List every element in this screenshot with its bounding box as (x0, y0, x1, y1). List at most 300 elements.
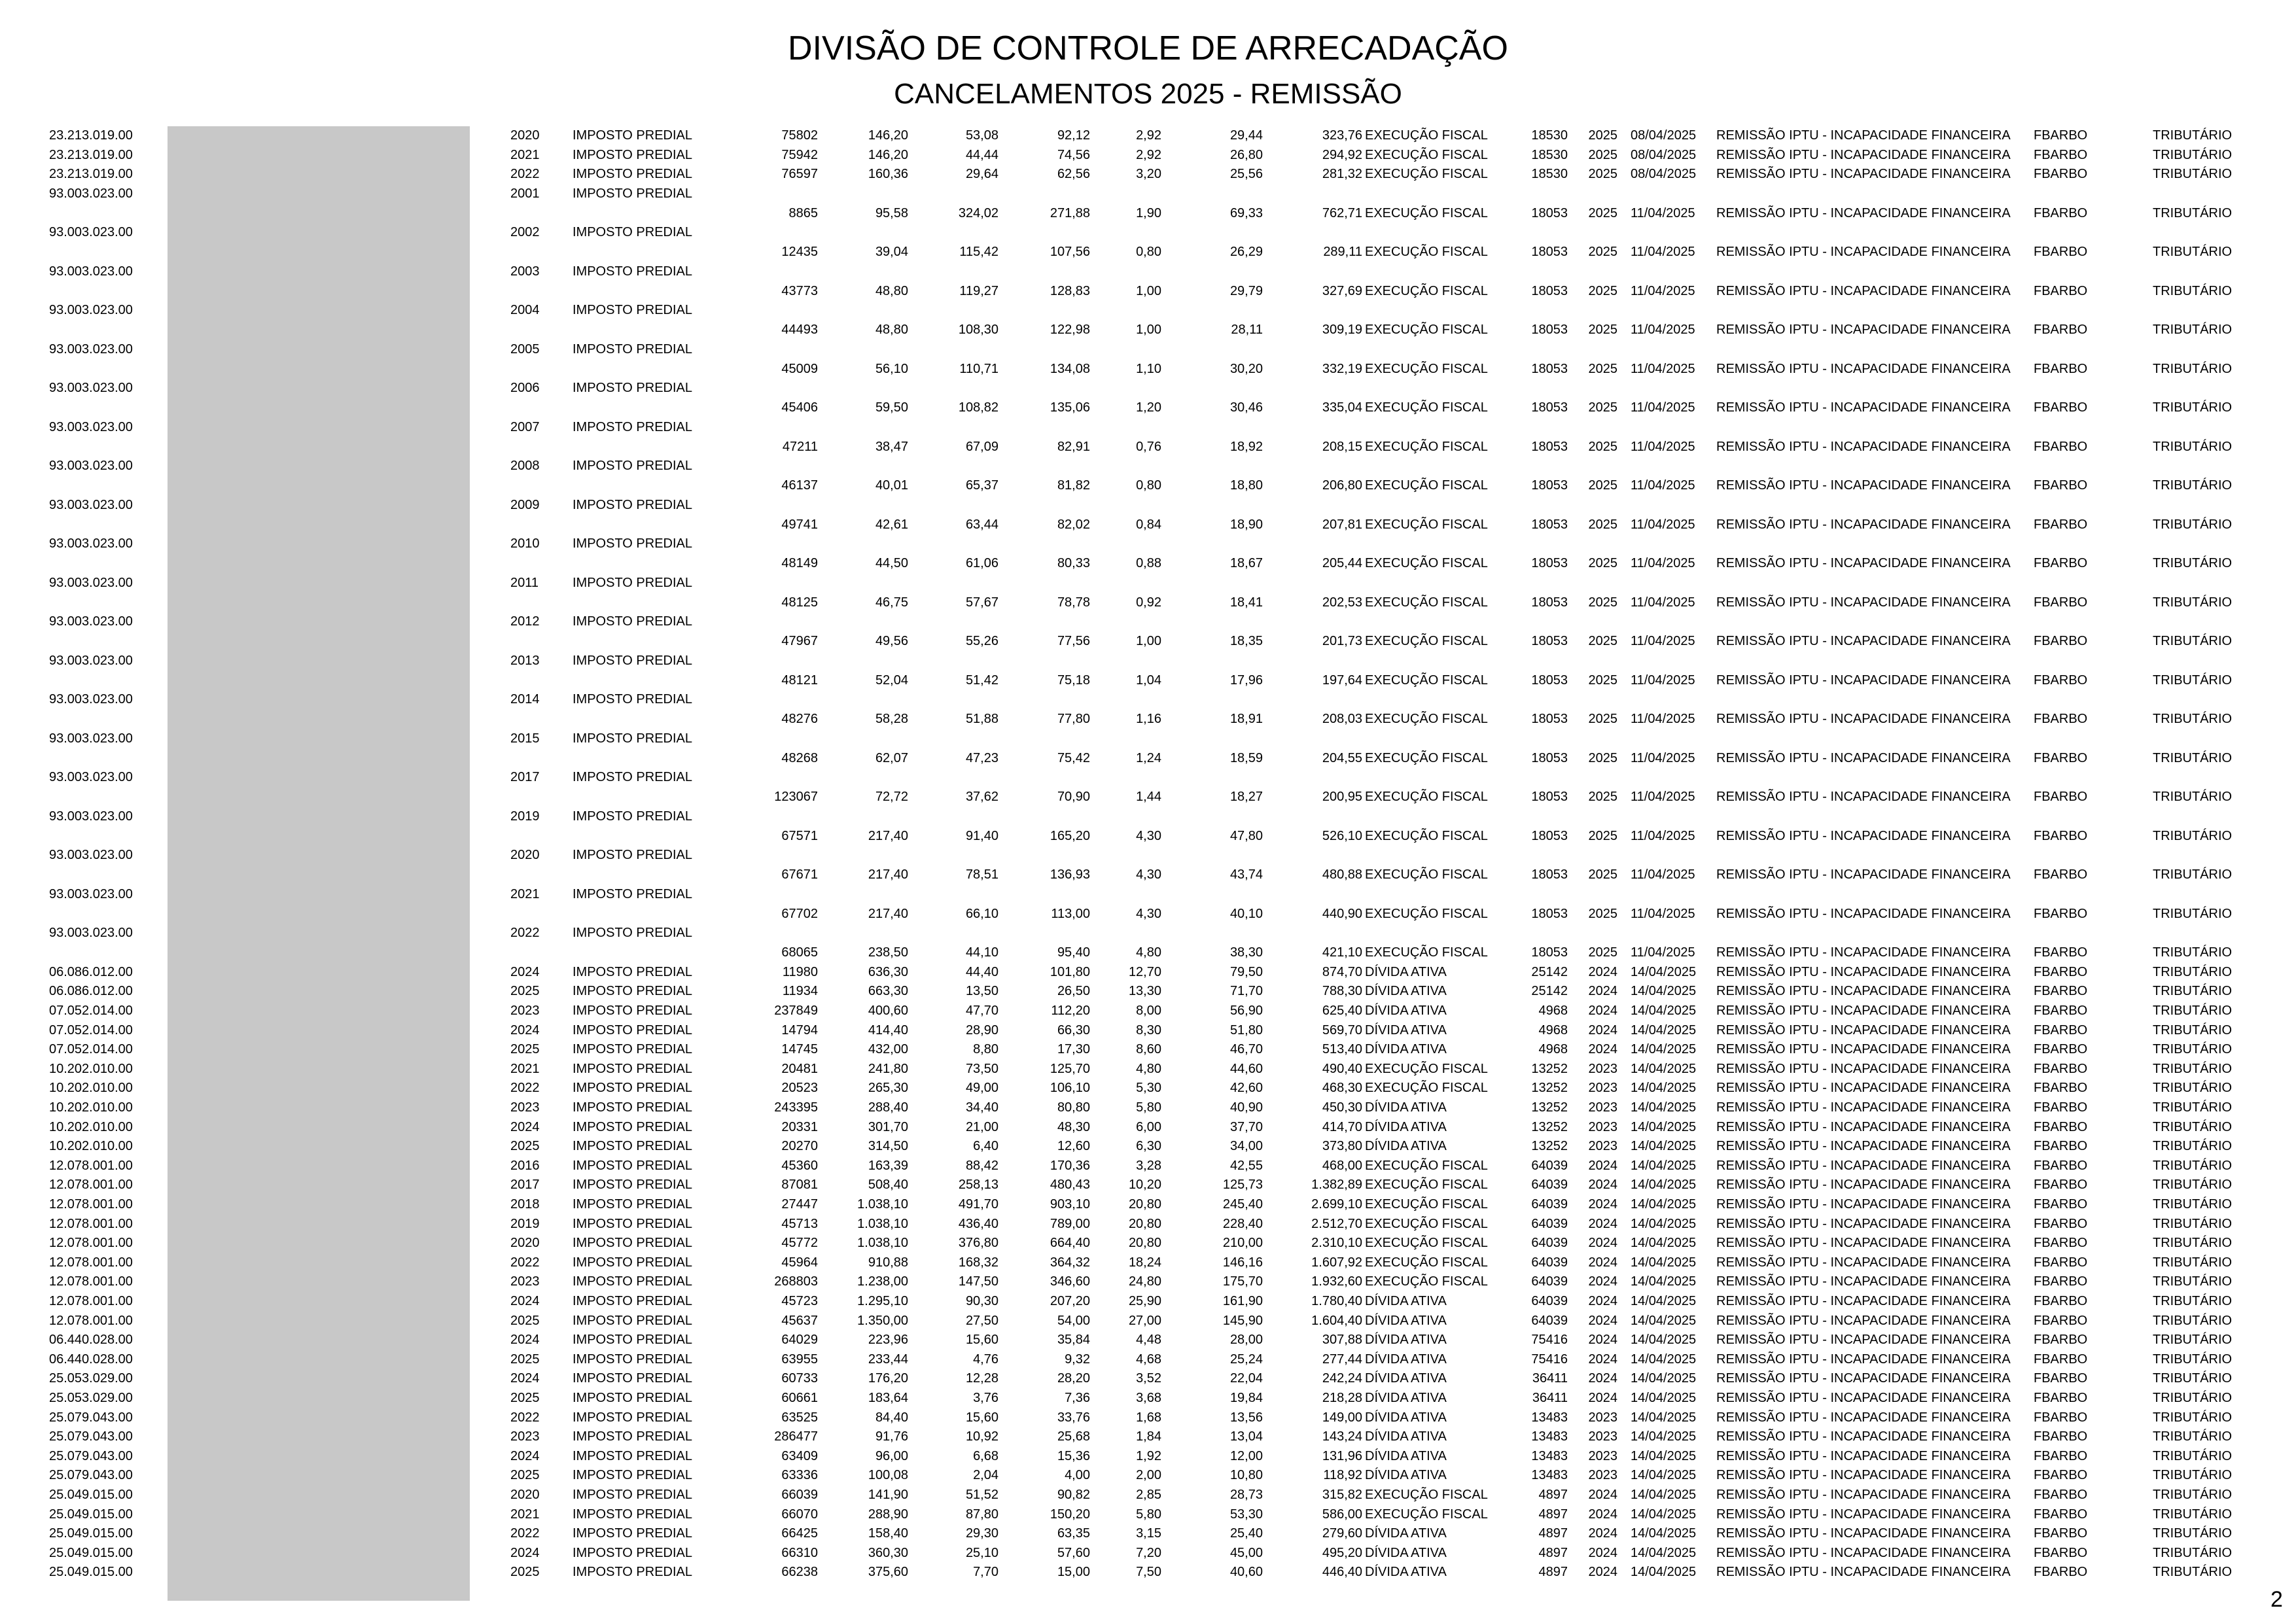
multa-cell: 8,60 (1136, 1042, 1161, 1057)
documento-cell: 27447 (781, 1197, 818, 1212)
juros-cell: 80,80 (1057, 1100, 1090, 1115)
honorarios-cell: 30,46 (1229, 400, 1263, 415)
documento-cell: 268803 (774, 1274, 818, 1289)
valor-principal-cell: 146,20 (868, 147, 908, 162)
valor-principal-cell: 217,40 (868, 906, 908, 921)
tributo-cell: IMPOSTO PREDIAL (573, 1022, 693, 1038)
honorarios-cell: 40,90 (1229, 1100, 1263, 1115)
multa-cell: 2,92 (1136, 147, 1161, 162)
total-cell: 294,92 (1322, 147, 1362, 162)
documento-cell: 46137 (781, 478, 818, 493)
situacao-cell: DÍVIDA ATIVA (1365, 1429, 1447, 1444)
valor-principal-cell: 91,76 (875, 1429, 908, 1444)
data-cell: 11/04/2025 (1631, 400, 1695, 415)
multa-cell: 1,00 (1136, 634, 1161, 649)
area-cell: TRIBUTÁRIO (2153, 1410, 2233, 1425)
situacao-cell: EXECUÇÃO FISCAL (1365, 556, 1488, 571)
processo-cell: 4897 (1538, 1545, 1568, 1560)
exercicio-cell: 2021 (510, 1507, 540, 1522)
tributo-cell: IMPOSTO PREDIAL (573, 1274, 693, 1289)
processo-cell: 18053 (1531, 595, 1568, 610)
juros-cell: 62,56 (1057, 167, 1090, 182)
valor-principal-cell: 95,58 (875, 205, 908, 220)
honorarios-cell: 69,33 (1229, 205, 1263, 220)
juros-cell: 207,20 (1050, 1294, 1090, 1308)
valor-principal-cell: 176,20 (868, 1371, 908, 1386)
exercicio-cell: 2024 (510, 964, 540, 979)
data-cell: 14/04/2025 (1631, 1410, 1697, 1425)
data-cell: 14/04/2025 (1631, 1255, 1697, 1270)
correcao-cell: 110,71 (959, 361, 998, 376)
multa-cell: 8,30 (1136, 1022, 1161, 1038)
data-cell: 08/04/2025 (1631, 128, 1697, 143)
data-cell: 11/04/2025 (1631, 595, 1695, 610)
usuario-cell: FBARBO (2034, 1255, 2088, 1270)
motivo-cell: REMISSÃO IPTU - INCAPACIDADE FINANCEIRA (1716, 1274, 2011, 1289)
processo-cell: 13252 (1531, 1139, 1568, 1154)
multa-cell: 4,30 (1136, 828, 1161, 843)
valor-principal-cell: 59,50 (875, 400, 908, 415)
multa-cell: 1,24 (1136, 750, 1161, 765)
area-cell: TRIBUTÁRIO (2153, 672, 2233, 688)
tributo-cell: IMPOSTO PREDIAL (573, 1003, 693, 1018)
processo-cell: 18053 (1531, 906, 1568, 921)
usuario-cell: FBARBO (2034, 128, 2088, 143)
juros-cell: 113,00 (1051, 906, 1090, 921)
motivo-cell: REMISSÃO IPTU - INCAPACIDADE FINANCEIRA (1716, 245, 2011, 260)
ano-processo-cell: 2024 (1588, 1158, 1617, 1173)
processo-cell: 36411 (1532, 1371, 1568, 1386)
total-cell: 1.932,60 (1311, 1274, 1362, 1289)
ano-processo-cell: 2025 (1588, 205, 1617, 220)
total-cell: 323,76 (1322, 128, 1362, 143)
data-cell: 08/04/2025 (1631, 147, 1697, 162)
correcao-cell: 108,30 (958, 323, 998, 338)
correcao-cell: 29,64 (965, 167, 998, 182)
processo-cell: 18053 (1531, 945, 1568, 960)
area-cell: TRIBUTÁRIO (2153, 712, 2233, 727)
ano-processo-cell: 2023 (1588, 1061, 1617, 1076)
situacao-cell: DÍVIDA ATIVA (1365, 1022, 1447, 1038)
data-cell: 14/04/2025 (1631, 1139, 1697, 1154)
multa-cell: 1,10 (1136, 361, 1161, 376)
processo-cell: 18053 (1531, 361, 1568, 376)
documento-cell: 67671 (781, 867, 818, 882)
total-cell: 208,15 (1322, 439, 1362, 454)
processo-cell: 18053 (1531, 712, 1568, 727)
exercicio-cell: 2025 (510, 1468, 540, 1483)
multa-cell: 18,24 (1128, 1255, 1161, 1270)
processo-cell: 64039 (1531, 1313, 1568, 1328)
total-cell: 468,30 (1322, 1081, 1362, 1096)
juros-cell: 66,30 (1057, 1022, 1090, 1038)
exercicio-cell: 2005 (510, 341, 540, 357)
correcao-cell: 34,40 (965, 1100, 998, 1115)
exercicio-cell: 2018 (510, 1197, 540, 1212)
exercicio-cell: 2007 (510, 419, 540, 434)
processo-cell: 75416 (1531, 1352, 1568, 1367)
ano-processo-cell: 2024 (1588, 1507, 1617, 1522)
honorarios-cell: 79,50 (1229, 964, 1263, 979)
juros-cell: 95,40 (1057, 945, 1090, 960)
juros-cell: 903,10 (1050, 1197, 1090, 1212)
total-cell: 309,19 (1322, 323, 1362, 338)
documento-cell: 48276 (781, 712, 818, 727)
valor-principal-cell: 217,40 (868, 828, 908, 843)
area-cell: TRIBUTÁRIO (2153, 828, 2233, 843)
ano-processo-cell: 2025 (1588, 147, 1617, 162)
documento-cell: 66039 (781, 1488, 818, 1502)
processo-cell: 18053 (1531, 400, 1568, 415)
redacted-column-block (168, 126, 470, 1601)
documento-cell: 63409 (781, 1448, 818, 1463)
correcao-cell: 51,88 (965, 712, 998, 727)
correcao-cell: 28,90 (965, 1022, 998, 1038)
multa-cell: 5,80 (1136, 1507, 1161, 1522)
documento-cell: 45360 (781, 1158, 818, 1173)
inscricao-cell: 93.003.023.00 (49, 303, 133, 318)
ano-processo-cell: 2025 (1588, 712, 1617, 727)
multa-cell: 13,30 (1128, 984, 1161, 999)
processo-cell: 13483 (1531, 1429, 1568, 1444)
ano-processo-cell: 2024 (1588, 1236, 1617, 1251)
area-cell: TRIBUTÁRIO (2153, 1565, 2233, 1580)
honorarios-cell: 30,20 (1229, 361, 1263, 376)
tributo-cell: IMPOSTO PREDIAL (573, 1507, 693, 1522)
ano-processo-cell: 2024 (1588, 1371, 1617, 1386)
correcao-cell: 115,42 (959, 245, 998, 260)
multa-cell: 4,68 (1136, 1352, 1161, 1367)
multa-cell: 1,00 (1136, 323, 1161, 338)
correcao-cell: 63,44 (965, 517, 998, 532)
valor-principal-cell: 265,30 (868, 1081, 908, 1096)
correcao-cell: 258,13 (958, 1178, 998, 1193)
situacao-cell: EXECUÇÃO FISCAL (1365, 712, 1488, 727)
correcao-cell: 119,27 (959, 283, 998, 298)
total-cell: 586,00 (1322, 1507, 1362, 1522)
usuario-cell: FBARBO (2034, 1081, 2088, 1096)
data-cell: 11/04/2025 (1631, 283, 1695, 298)
total-cell: 513,40 (1322, 1042, 1362, 1057)
multa-cell: 10,20 (1128, 1178, 1161, 1193)
valor-principal-cell: 100,08 (868, 1468, 908, 1483)
correcao-cell: 73,50 (965, 1061, 998, 1076)
exercicio-cell: 2025 (510, 1313, 540, 1328)
total-cell: 2.310,10 (1311, 1236, 1362, 1251)
juros-cell: 54,00 (1057, 1313, 1090, 1328)
correcao-cell: 29,30 (965, 1526, 998, 1541)
juros-cell: 82,02 (1057, 517, 1090, 532)
inscricao-cell: 93.003.023.00 (49, 186, 133, 201)
processo-cell: 18053 (1531, 556, 1568, 571)
processo-cell: 4897 (1538, 1507, 1568, 1522)
situacao-cell: EXECUÇÃO FISCAL (1365, 1236, 1488, 1251)
correcao-cell: 168,32 (958, 1255, 998, 1270)
valor-principal-cell: 62,07 (875, 750, 908, 765)
motivo-cell: REMISSÃO IPTU - INCAPACIDADE FINANCEIRA (1716, 750, 2011, 765)
tributo-cell: IMPOSTO PREDIAL (573, 1391, 693, 1405)
usuario-cell: FBARBO (2034, 1507, 2088, 1522)
correcao-cell: 147,50 (958, 1274, 998, 1289)
documento-cell: 48125 (781, 595, 818, 610)
motivo-cell: REMISSÃO IPTU - INCAPACIDADE FINANCEIRA (1716, 712, 2011, 727)
ano-processo-cell: 2024 (1588, 1565, 1617, 1580)
exercicio-cell: 2022 (510, 1410, 540, 1425)
exercicio-cell: 2001 (510, 186, 540, 201)
processo-cell: 13483 (1531, 1448, 1568, 1463)
valor-principal-cell: 663,30 (868, 984, 908, 999)
area-cell: TRIBUTÁRIO (2153, 1042, 2233, 1057)
inscricao-cell: 12.078.001.00 (49, 1294, 133, 1308)
honorarios-cell: 43,74 (1229, 867, 1263, 882)
area-cell: TRIBUTÁRIO (2153, 556, 2233, 571)
situacao-cell: DÍVIDA ATIVA (1365, 1391, 1447, 1405)
area-cell: TRIBUTÁRIO (2153, 1081, 2233, 1096)
honorarios-cell: 25,56 (1229, 167, 1263, 182)
valor-principal-cell: 288,90 (868, 1507, 908, 1522)
exercicio-cell: 2025 (510, 1139, 540, 1154)
total-cell: 200,95 (1322, 790, 1362, 805)
juros-cell: 107,56 (1050, 245, 1090, 260)
valor-principal-cell: 158,40 (868, 1526, 908, 1541)
exercicio-cell: 2020 (510, 128, 540, 143)
multa-cell: 25,90 (1128, 1294, 1161, 1308)
data-cell: 11/04/2025 (1631, 750, 1695, 765)
valor-principal-cell: 48,80 (875, 283, 908, 298)
inscricao-cell: 12.078.001.00 (49, 1158, 133, 1173)
area-cell: TRIBUTÁRIO (2153, 1294, 2233, 1308)
documento-cell: 45637 (781, 1313, 818, 1328)
ano-processo-cell: 2025 (1588, 828, 1617, 843)
honorarios-cell: 19,84 (1229, 1391, 1263, 1405)
exercicio-cell: 2016 (510, 1158, 540, 1173)
documento-cell: 66070 (781, 1507, 818, 1522)
honorarios-cell: 18,92 (1229, 439, 1263, 454)
total-cell: 289,11 (1323, 245, 1362, 260)
inscricao-cell: 93.003.023.00 (49, 225, 133, 240)
motivo-cell: REMISSÃO IPTU - INCAPACIDADE FINANCEIRA (1716, 1313, 2011, 1328)
usuario-cell: FBARBO (2034, 828, 2088, 843)
area-cell: TRIBUTÁRIO (2153, 1333, 2233, 1348)
juros-cell: 48,30 (1057, 1119, 1090, 1134)
correcao-cell: 2,04 (973, 1468, 998, 1483)
situacao-cell: DÍVIDA ATIVA (1365, 1526, 1447, 1541)
honorarios-cell: 12,00 (1229, 1448, 1263, 1463)
data-cell: 14/04/2025 (1631, 1526, 1697, 1541)
documento-cell: 43773 (781, 283, 818, 298)
tributo-cell: IMPOSTO PREDIAL (573, 770, 693, 785)
tributo-cell: IMPOSTO PREDIAL (573, 886, 693, 901)
honorarios-cell: 10,80 (1229, 1468, 1263, 1483)
situacao-cell: DÍVIDA ATIVA (1365, 1352, 1447, 1367)
ano-processo-cell: 2025 (1588, 245, 1617, 260)
processo-cell: 64039 (1531, 1178, 1568, 1193)
correcao-cell: 67,09 (965, 439, 998, 454)
data-cell: 11/04/2025 (1631, 906, 1695, 921)
juros-cell: 136,93 (1050, 867, 1090, 882)
total-cell: 205,44 (1322, 556, 1362, 571)
documento-cell: 45713 (781, 1216, 818, 1231)
ano-processo-cell: 2024 (1588, 1545, 1617, 1560)
honorarios-cell: 29,44 (1229, 128, 1263, 143)
ano-processo-cell: 2025 (1588, 323, 1617, 338)
area-cell: TRIBUTÁRIO (2153, 439, 2233, 454)
multa-cell: 1,16 (1136, 712, 1161, 727)
area-cell: TRIBUTÁRIO (2153, 1197, 2233, 1212)
usuario-cell: FBARBO (2034, 1139, 2088, 1154)
situacao-cell: EXECUÇÃO FISCAL (1365, 1274, 1488, 1289)
processo-cell: 13252 (1531, 1081, 1568, 1096)
honorarios-cell: 29,79 (1229, 283, 1263, 298)
exercicio-cell: 2022 (510, 167, 540, 182)
motivo-cell: REMISSÃO IPTU - INCAPACIDADE FINANCEIRA (1716, 1545, 2011, 1560)
situacao-cell: DÍVIDA ATIVA (1365, 1448, 1447, 1463)
area-cell: TRIBUTÁRIO (2153, 1158, 2233, 1173)
inscricao-cell: 93.003.023.00 (49, 381, 133, 396)
multa-cell: 7,50 (1136, 1565, 1161, 1580)
area-cell: TRIBUTÁRIO (2153, 1274, 2233, 1289)
total-cell: 143,24 (1322, 1429, 1362, 1444)
usuario-cell: FBARBO (2034, 712, 2088, 727)
honorarios-cell: 26,80 (1229, 147, 1263, 162)
multa-cell: 4,30 (1136, 906, 1161, 921)
processo-cell: 64039 (1531, 1216, 1568, 1231)
data-cell: 08/04/2025 (1631, 167, 1697, 182)
exercicio-cell: 2020 (510, 1488, 540, 1502)
inscricao-cell: 12.078.001.00 (49, 1274, 133, 1289)
exercicio-cell: 2019 (510, 809, 540, 824)
exercicio-cell: 2019 (510, 1216, 540, 1231)
tributo-cell: IMPOSTO PREDIAL (573, 1255, 693, 1270)
area-cell: TRIBUTÁRIO (2153, 245, 2233, 260)
correcao-cell: 491,70 (958, 1197, 998, 1212)
situacao-cell: DÍVIDA ATIVA (1365, 1003, 1447, 1018)
motivo-cell: REMISSÃO IPTU - INCAPACIDADE FINANCEIRA (1716, 1429, 2011, 1444)
area-cell: TRIBUTÁRIO (2153, 323, 2233, 338)
motivo-cell: REMISSÃO IPTU - INCAPACIDADE FINANCEIRA (1716, 964, 2011, 979)
juros-cell: 128,83 (1050, 283, 1090, 298)
honorarios-cell: 53,30 (1229, 1507, 1263, 1522)
usuario-cell: FBARBO (2034, 1158, 2088, 1173)
multa-cell: 1,44 (1136, 790, 1161, 805)
tributo-cell: IMPOSTO PREDIAL (573, 1313, 693, 1328)
multa-cell: 6,30 (1136, 1139, 1161, 1154)
processo-cell: 36411 (1532, 1391, 1568, 1405)
total-cell: 468,00 (1322, 1158, 1362, 1173)
multa-cell: 1,68 (1136, 1410, 1161, 1425)
usuario-cell: FBARBO (2034, 595, 2088, 610)
area-cell: TRIBUTÁRIO (2153, 478, 2233, 493)
situacao-cell: EXECUÇÃO FISCAL (1365, 361, 1488, 376)
area-cell: TRIBUTÁRIO (2153, 1545, 2233, 1560)
motivo-cell: REMISSÃO IPTU - INCAPACIDADE FINANCEIRA (1716, 1352, 2011, 1367)
tributo-cell: IMPOSTO PREDIAL (573, 1197, 693, 1212)
usuario-cell: FBARBO (2034, 1100, 2088, 1115)
multa-cell: 20,80 (1128, 1236, 1161, 1251)
situacao-cell: DÍVIDA ATIVA (1365, 964, 1447, 979)
inscricao-cell: 25.079.043.00 (49, 1448, 133, 1463)
inscricao-cell: 10.202.010.00 (49, 1100, 133, 1115)
juros-cell: 15,00 (1057, 1565, 1090, 1580)
total-cell: 218,28 (1322, 1391, 1362, 1405)
processo-cell: 64039 (1531, 1294, 1568, 1308)
inscricao-cell: 10.202.010.00 (49, 1119, 133, 1134)
documento-cell: 67702 (781, 906, 818, 921)
juros-cell: 135,06 (1050, 400, 1090, 415)
correcao-cell: 15,60 (965, 1333, 998, 1348)
situacao-cell: DÍVIDA ATIVA (1365, 1313, 1447, 1328)
usuario-cell: FBARBO (2034, 1410, 2088, 1425)
usuario-cell: FBARBO (2034, 323, 2088, 338)
usuario-cell: FBARBO (2034, 1022, 2088, 1038)
multa-cell: 4,80 (1136, 945, 1161, 960)
report-title: DIVISÃO DE CONTROLE DE ARRECADAÇÃO (788, 29, 1508, 67)
motivo-cell: REMISSÃO IPTU - INCAPACIDADE FINANCEIRA (1716, 1507, 2011, 1522)
correcao-cell: 53,08 (965, 128, 998, 143)
inscricao-cell: 07.052.014.00 (49, 1003, 133, 1018)
multa-cell: 0,80 (1136, 478, 1161, 493)
honorarios-cell: 145,90 (1222, 1313, 1263, 1328)
correcao-cell: 8,80 (973, 1042, 998, 1057)
valor-principal-cell: 414,40 (868, 1022, 908, 1038)
ano-processo-cell: 2023 (1588, 1100, 1617, 1115)
tributo-cell: IMPOSTO PREDIAL (573, 1139, 693, 1154)
situacao-cell: EXECUÇÃO FISCAL (1365, 439, 1488, 454)
total-cell: 1.780,40 (1311, 1294, 1362, 1308)
tributo-cell: IMPOSTO PREDIAL (573, 1216, 693, 1231)
area-cell: TRIBUTÁRIO (2153, 1255, 2233, 1270)
valor-principal-cell: 1.038,10 (857, 1216, 908, 1231)
situacao-cell: DÍVIDA ATIVA (1365, 1545, 1447, 1560)
usuario-cell: FBARBO (2034, 1371, 2088, 1386)
data-cell: 14/04/2025 (1631, 1178, 1697, 1193)
exercicio-cell: 2025 (510, 984, 540, 999)
honorarios-cell: 25,24 (1229, 1352, 1263, 1367)
ano-processo-cell: 2023 (1588, 1468, 1617, 1483)
data-cell: 14/04/2025 (1631, 1468, 1697, 1483)
tributo-cell: IMPOSTO PREDIAL (573, 1545, 693, 1560)
documento-cell: 66238 (781, 1565, 818, 1580)
exercicio-cell: 2025 (510, 1565, 540, 1580)
correcao-cell: 21,00 (965, 1119, 998, 1134)
multa-cell: 2,00 (1136, 1468, 1161, 1483)
situacao-cell: EXECUÇÃO FISCAL (1365, 595, 1488, 610)
ano-processo-cell: 2024 (1588, 1042, 1617, 1057)
total-cell: 207,81 (1322, 517, 1362, 532)
motivo-cell: REMISSÃO IPTU - INCAPACIDADE FINANCEIRA (1716, 1391, 2011, 1405)
usuario-cell: FBARBO (2034, 439, 2088, 454)
inscricao-cell: 93.003.023.00 (49, 848, 133, 863)
multa-cell: 5,80 (1136, 1100, 1161, 1115)
correcao-cell: 91,40 (965, 828, 998, 843)
honorarios-cell: 38,30 (1229, 945, 1263, 960)
usuario-cell: FBARBO (2034, 283, 2088, 298)
area-cell: TRIBUTÁRIO (2153, 1100, 2233, 1115)
honorarios-cell: 45,00 (1229, 1545, 1263, 1560)
page-number: 2 (2270, 1587, 2283, 1612)
processo-cell: 4897 (1538, 1565, 1568, 1580)
data-cell: 14/04/2025 (1631, 1100, 1697, 1115)
usuario-cell: FBARBO (2034, 1488, 2088, 1502)
usuario-cell: FBARBO (2034, 672, 2088, 688)
inscricao-cell: 25.049.015.00 (49, 1545, 133, 1560)
motivo-cell: REMISSÃO IPTU - INCAPACIDADE FINANCEIRA (1716, 595, 2011, 610)
processo-cell: 4968 (1538, 1042, 1568, 1057)
total-cell: 118,92 (1323, 1468, 1362, 1483)
situacao-cell: EXECUÇÃO FISCAL (1365, 167, 1488, 182)
motivo-cell: REMISSÃO IPTU - INCAPACIDADE FINANCEIRA (1716, 634, 2011, 649)
total-cell: 202,53 (1322, 595, 1362, 610)
